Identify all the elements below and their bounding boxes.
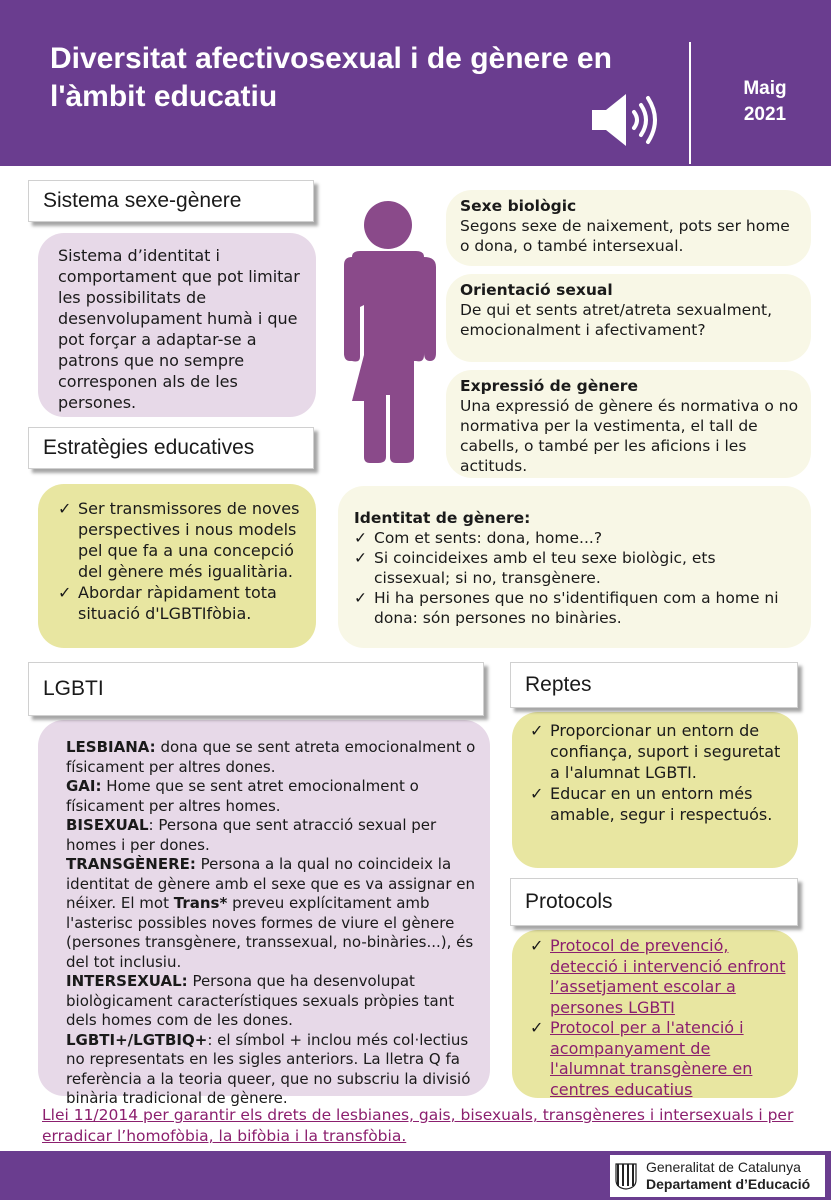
law-link[interactable]: Llei 11/2014 per garantir els drets de lesbianes, gais, bisexuals, transgèneres i intersexuals i per erradicar l’homofòbia, la bifòbia i la transfòbia. <box>42 1106 794 1145</box>
speaker-icon[interactable] <box>588 90 668 150</box>
estrategies-heading-text: Estratègies educatives <box>43 436 255 459</box>
footer-banner <box>0 1151 831 1200</box>
lgbti-entry-transgenere: TRANSGÈNERE: Persona a la qual no coincideix la identitat de gènere amb el sexe que es va assignar en néixer. El mot Trans* preveu explícitament amb l'asterisc possibles noves formes de viure el gènere (persones transgènere, transsexual, no-binàries...), és del tot inclusiu. <box>66 855 476 971</box>
header-banner <box>0 0 831 166</box>
protocols-box <box>512 930 798 1098</box>
lgbti-entry-gai: GAI: Home que se sent atret emocionalment o físicament per altres homes. <box>66 777 419 815</box>
orientacio-title: Orientació sexual <box>460 281 613 299</box>
reptes-box <box>512 712 798 868</box>
protocol-link-lgbti[interactable]: ✓ Protocol de prevenció, detecció i intervenció enfront l’assetjament escolar a persones LGBTI <box>530 936 788 1018</box>
protocols-heading <box>510 878 798 926</box>
page-title: Diversitat afectivosexual i de gènere en l'àmbit educatiu <box>50 42 612 113</box>
protocols-heading-text: Protocols <box>525 890 613 913</box>
lgbti-heading-text: LGBTI <box>43 677 104 700</box>
sexe-biologic-text: Segons sexe de naixement, pots ser home o dona, o també intersexual. <box>460 217 790 255</box>
expressio-title: Expressió de gènere <box>460 377 638 395</box>
protocol-link-transgenere[interactable]: ✓ Protocol per a l'atenció i acompanyament de l'alumnat transgènere en centres educatius <box>530 1018 788 1100</box>
sexe-biologic-box <box>446 190 811 266</box>
estrategies-box <box>38 484 316 648</box>
sistema-heading-text: Sistema sexe-gènere <box>43 189 242 212</box>
list-item: ✓ Hi ha persones que no s'identifiquen com a home ni dona: són persones no binàries. <box>354 588 795 628</box>
estrategies-heading <box>28 427 314 469</box>
reptes-list <box>530 720 788 825</box>
sistema-text-box <box>38 233 316 417</box>
publication-date <box>720 76 810 128</box>
estrategies-list <box>58 498 306 624</box>
date-year: 2021 <box>743 104 787 125</box>
sistema-text: Sistema d’identitat i comportament que pot limitar les possibilitats de desenvolupament humà i que pot forçar a adaptar-se a patrons que no sempre corresponen als de les persones. <box>58 246 300 412</box>
orientacio-box <box>446 274 811 362</box>
orientacio-text: De qui et sents atret/atreta sexualment, emocionalment i afectivament? <box>460 301 773 339</box>
org-name-line1: Generalitat de Catalunya <box>646 1159 801 1175</box>
lgbti-entry-bisexual: BISEXUAL: Persona que sent atracció sexual per homes i per dones. <box>66 816 437 854</box>
expressio-text: Una expressió de gènere és normativa o no normativa per la vestimenta, el tall de cabells, o també per les aficions i les actituds. <box>460 397 799 475</box>
list-item: ✓ Si coincideixes amb el teu sexe biològic, ets cissexual; si no, transgènere. <box>354 548 795 588</box>
identitat-box <box>338 486 811 648</box>
generalitat-emblem-icon <box>615 1162 639 1190</box>
protocols-list <box>530 936 788 1100</box>
gender-figure-icon <box>330 195 440 465</box>
lgbti-heading <box>28 662 484 716</box>
reptes-heading-text: Reptes <box>525 673 592 696</box>
lgbti-entry-intersexual: INTERSEXUAL: Persona que ha desenvolupat biològicament característiques sexuals pròpies tant dels homes com de les dones. <box>66 972 455 1029</box>
generalitat-logo <box>610 1155 825 1197</box>
lgbti-entry-lgbtiq: LGBTI+/LGTBIQ+: el símbol + inclou més col·lectius no representats en les sigles anteriors. La lletra Q fa referència a la teoria queer, que no subscriu la divisió binària tradicional de gènere. <box>66 1030 471 1107</box>
lgbti-box <box>38 720 490 1107</box>
sexe-biologic-title: Sexe biològic <box>460 197 577 215</box>
list-item: ✓ Proporcionar un entorn de confiança, suport i seguretat a l'alumnat LGBTI. <box>530 720 788 783</box>
expressio-box <box>446 370 811 478</box>
identitat-list <box>354 528 795 628</box>
list-item: ✓ Educar en un entorn més amable, segur i respectuós. <box>530 783 788 825</box>
list-item: ✓ Ser transmissores de noves perspectives i nous models pel que fa a una concepció del gènere més igualitària. <box>58 498 306 582</box>
reptes-heading <box>510 662 798 708</box>
date-month: Maig <box>743 78 787 99</box>
header-divider <box>689 42 691 164</box>
list-item: ✓ Com et sents: dona, home...? <box>354 528 795 548</box>
identitat-title: Identitat de gènere: <box>354 509 531 527</box>
list-item: ✓ Abordar ràpidament tota situació d'LGBTIfòbia. <box>58 582 306 624</box>
org-name-line2: Departament d’Educació <box>646 1176 811 1192</box>
sistema-heading <box>28 180 314 222</box>
lgbti-entry-lesbiana: LESBIANA: dona que se sent atreta emocionalment o físicament per altres dones. <box>66 738 476 776</box>
